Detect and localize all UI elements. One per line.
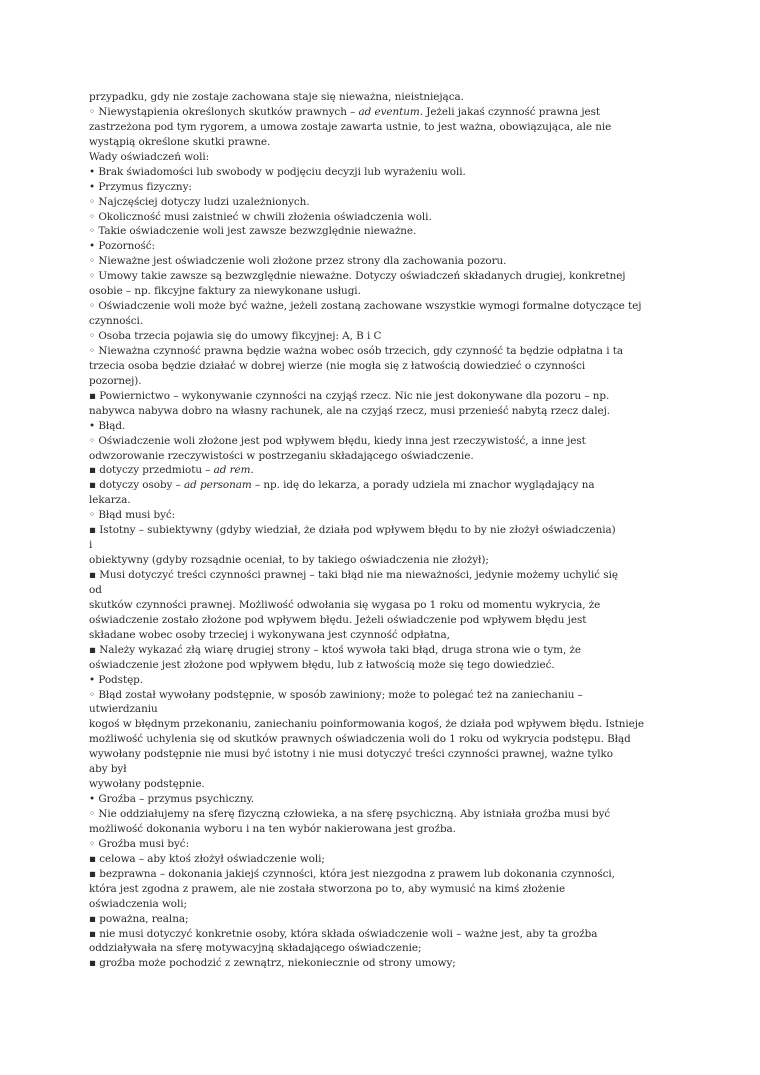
text-line xyxy=(89,553,679,568)
text-line xyxy=(89,344,679,359)
text-run: aby był xyxy=(89,763,127,776)
text-run: • Podstęp. xyxy=(89,673,144,686)
text-line xyxy=(89,523,679,538)
text-line xyxy=(89,747,679,762)
document-page xyxy=(89,90,679,971)
text-line xyxy=(89,419,679,434)
text-line xyxy=(89,389,679,404)
text-line xyxy=(89,777,679,792)
text-line xyxy=(89,568,679,583)
text-line xyxy=(89,224,679,239)
text-run: przypadku, gdy nie zostaje zachowana staje się nieważna, nieistniejąca. xyxy=(89,91,464,103)
text-line xyxy=(89,762,679,777)
text-run: lekarza. xyxy=(89,494,131,507)
text-line xyxy=(89,374,679,389)
text-run: ◦ Umowy takie zawsze są bezwzględnie nieważne. Dotyczy oświadczeń składanych drugiej, konkretnej xyxy=(89,270,626,283)
text-line xyxy=(89,210,679,225)
text-run: utwierdzaniu xyxy=(89,703,158,716)
text-run: ▪ Powiernictwo – wykonywanie czynności na czyjąś rzecz. Nic nie jest dokonywane dla pozoru – np. xyxy=(89,389,610,402)
text-run: ◦ Nieważna czynność prawna będzie ważna wobec osób trzecich, gdy czynność ta będzie odpłatna i ta xyxy=(89,344,623,357)
text-line xyxy=(89,702,679,717)
text-line xyxy=(89,822,679,837)
text-line xyxy=(89,478,679,493)
text-run: • Brak świadomości lub swobody w podjęciu decyzji lub wyrażeniu woli. xyxy=(89,165,466,178)
text-line xyxy=(89,882,679,897)
text-line xyxy=(89,463,679,478)
text-run: od xyxy=(89,583,102,596)
text-line xyxy=(89,673,679,688)
text-run: ▪ groźba może pochodzić z zewnątrz, niekoniecznie od strony umowy; xyxy=(89,957,456,970)
text-run: oddziaływała na sferę motywacyjną składającego oświadczenie; xyxy=(89,942,422,955)
text-line xyxy=(89,717,679,732)
text-run: ◦ Osoba trzecia pojawia się do umowy fikcyjnej: A, B i C xyxy=(89,330,382,342)
text-line xyxy=(89,538,679,553)
text-run: odwzorowanie rzeczywistości w postrzeganiu składającego oświadczenie. xyxy=(89,449,474,462)
text-run: wywołany podstępnie. xyxy=(89,778,205,791)
text-run: ▪ Musi dotyczyć treści czynności prawnej – taki błąd nie ma nieważności, jedynie możemy uchylić się xyxy=(89,569,618,581)
text-run: osobie – np. fikcyjne faktury za niewykonane usługi. xyxy=(89,285,361,298)
text-line xyxy=(89,807,679,822)
text-run: – np. idę do lekarza, a porady udziela mi znachor wyglądający na xyxy=(251,479,595,492)
text-run: oświadczenie zostało złożone pod wpływem błędu. Jeżeli oświadczenie pod wpływem błędu jest xyxy=(89,613,587,626)
text-line xyxy=(89,643,679,658)
text-run: ◦ Takie oświadczenie woli jest zawsze bezwzględnie nieważne. xyxy=(89,225,417,238)
text-run: ▪ dotyczy przedmiotu – xyxy=(89,464,214,477)
text-line xyxy=(89,359,679,374)
text-run: ◦ Błąd musi być: xyxy=(89,509,176,522)
text-run: ▪ Należy wykazać złą wiarę drugiej strony – ktoś wywoła taki błąd, druga strona wie o tym, że xyxy=(89,643,582,656)
text-run: ▪ poważna, realna; xyxy=(89,912,189,925)
text-run: ◦ Niewystąpienia określonych skutków prawnych – xyxy=(89,105,359,118)
text-line xyxy=(89,732,679,747)
text-line xyxy=(89,867,679,882)
text-run: trzecia osoba będzie działać w dobrej wierze (nie mogła się z łatwością dowiedzieć o czynności xyxy=(89,359,586,372)
text-run: ◦ Błąd został wywołany podstępnie, w sposób zawiniony; może to polegać też na zaniechaniu – xyxy=(89,688,583,701)
text-run: ◦ Najczęściej dotyczy ludzi uzależnionych. xyxy=(89,195,310,208)
text-line xyxy=(89,658,679,673)
text-run: Jeżeli jakaś czynność prawna jest xyxy=(422,105,601,118)
text-line xyxy=(89,434,679,449)
text-run: ▪ nie musi dotyczyć konkretnie osoby, która składa oświadczenie woli – ważne jest, aby ta groźba xyxy=(89,927,598,940)
text-line xyxy=(89,628,679,643)
text-run: ◦ Nie oddziałujemy na sferę fizyczną człowieka, a na sferę psychiczną. Aby istniała groźba musi być xyxy=(89,808,611,820)
text-run: ▪ dotyczy osoby – xyxy=(89,479,185,492)
text-line xyxy=(89,927,679,942)
text-run: • Groźba – przymus psychiczny. xyxy=(89,793,255,806)
text-run: możliwość uchylenia się od skutków prawnych oświadczenia woli do 1 roku od wykrycia podstępu. Błąd xyxy=(89,733,631,746)
text-run: możliwość dokonania wyboru i na ten wybór nakierowana jest groźba. xyxy=(89,822,456,835)
italic-term: ad eventum. xyxy=(358,105,423,118)
text-run: ▪ bezprawna – dokonania jakiejś czynności, która jest niezgodna z prawem lub dokonania czynności, xyxy=(89,867,615,880)
text-run: ◦ Oświadczenie woli może być ważne, jeżeli zostaną zachowane wszystkie wymogi formalne dotyczące tej xyxy=(89,300,642,313)
text-line xyxy=(89,912,679,927)
text-line xyxy=(89,329,679,344)
text-line xyxy=(89,449,679,464)
text-line xyxy=(89,941,679,956)
text-line xyxy=(89,299,679,314)
text-line xyxy=(89,956,679,971)
text-run: nabywca nabywa dobro na własny rachunek, ale na czyjąś rzecz, musi przenieść nabytą rzecz dalej. xyxy=(89,404,610,417)
text-run: ◦ Nieważne jest oświadczenie woli złożone przez strony dla zachowania pozoru. xyxy=(89,255,507,268)
text-line xyxy=(89,135,679,150)
text-run: ◦ Groźba musi być: xyxy=(89,837,190,850)
text-run: wystąpią określone skutki prawne. xyxy=(89,135,271,148)
text-line xyxy=(89,613,679,628)
text-line xyxy=(89,165,679,180)
text-line xyxy=(89,314,679,329)
text-run: która jest zgodna z prawem, ale nie została stworzona po to, aby wymusić na kimś złożenie xyxy=(89,882,566,895)
text-line xyxy=(89,195,679,210)
text-run: czynności. xyxy=(89,315,144,328)
text-line xyxy=(89,120,679,135)
text-run: pozornej). xyxy=(89,374,142,387)
text-line xyxy=(89,90,679,105)
text-run: zastrzeżona pod tym rygorem, a umowa zostaje zawarta ustnie, to jest ważna, obowiązująca, ale nie xyxy=(89,120,612,133)
italic-term: ad personam xyxy=(184,479,252,492)
text-run: ◦ Okoliczność musi zaistnieć w chwili złożenia oświadczenia woli. xyxy=(89,210,432,223)
text-run: wywołany podstępnie nie musi być istotny i nie musi dotyczyć treści czynności prawnej, ważne tylko xyxy=(89,748,614,761)
italic-term: ad rem. xyxy=(213,464,254,477)
text-run: Wady oświadczeń woli: xyxy=(89,150,210,163)
text-line xyxy=(89,284,679,299)
text-line xyxy=(89,688,679,703)
text-line xyxy=(89,897,679,912)
text-line xyxy=(89,254,679,269)
text-line xyxy=(89,105,679,120)
text-run: składane wobec osoby trzeciej i wykonywana jest czynność odpłatna, xyxy=(89,628,450,641)
text-line xyxy=(89,837,679,852)
text-run: ▪ Istotny – subiektywny (gdyby wiedział, że działa pod wpływem błędu to by nie złożył oświadczenia) xyxy=(89,524,616,537)
text-line xyxy=(89,239,679,254)
text-run: obiektywny (gdyby rozsądnie oceniał, to by takiego oświadczenia nie złożył); xyxy=(89,554,489,567)
text-line xyxy=(89,404,679,419)
text-run: skutków czynności prawnej. Możliwość odwołania się wygasa po 1 roku od momentu wykrycia, że xyxy=(89,598,601,611)
text-run: ◦ Oświadczenie woli złożone jest pod wpływem błędu, kiedy inna jest rzeczywistość, a inne jest xyxy=(89,434,586,447)
text-line xyxy=(89,583,679,598)
text-line xyxy=(89,852,679,867)
text-run: • Błąd. xyxy=(89,419,126,432)
text-run: oświadczenie jest złożone pod wpływem błędu, lub z łatwością może się tego dowiedzieć. xyxy=(89,658,555,671)
text-run: • Przymus fizyczny: xyxy=(89,180,192,193)
text-run: i xyxy=(89,539,93,552)
text-line xyxy=(89,493,679,508)
text-line xyxy=(89,180,679,195)
text-line xyxy=(89,269,679,284)
text-run: oświadczenia woli; xyxy=(89,897,188,910)
text-run: kogoś w błędnym przekonaniu, zaniechaniu poinformowania kogoś, że działa pod wpływem błędu. Istnieje xyxy=(89,718,645,731)
text-line xyxy=(89,508,679,523)
text-run: • Pozorność: xyxy=(89,240,155,253)
text-line xyxy=(89,150,679,165)
text-line xyxy=(89,792,679,807)
text-line xyxy=(89,598,679,613)
text-run: ▪ celowa – aby ktoś złożył oświadczenie woli; xyxy=(89,852,325,865)
